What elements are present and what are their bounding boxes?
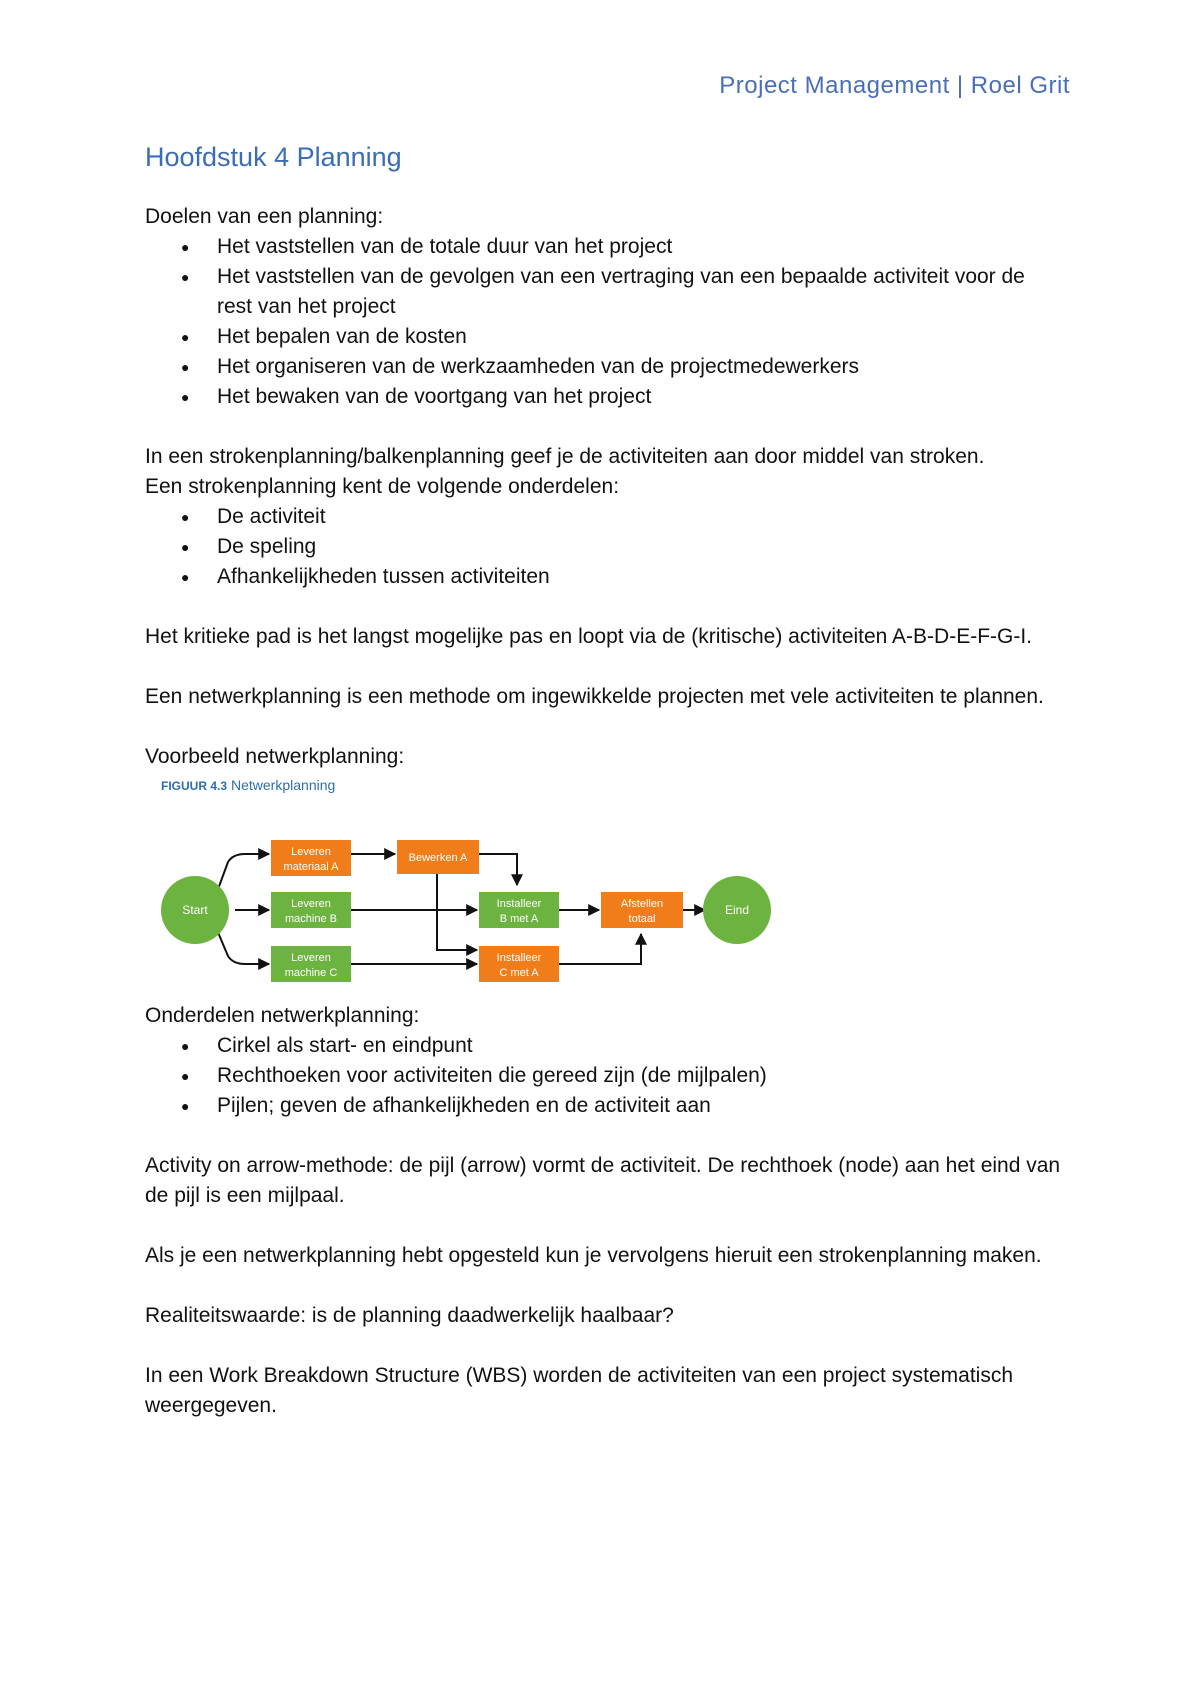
list-item: ● Cirkel als start- en eindpunt [217, 1031, 1065, 1061]
node-leveren-c-line2: machine C [284, 967, 338, 979]
end-label: Eind [724, 903, 750, 917]
parts-list [145, 1031, 1065, 1121]
node-installeer-b-line2: B met A [499, 913, 539, 925]
list-item: ● Het organiseren van de werkzaamheden van de projectmedewerkers [217, 352, 1065, 382]
list-item: ● Het bewaken van de voortgang van het project [217, 382, 1065, 412]
arrow-bewerken-installeer-b [479, 854, 517, 885]
wbs-paragraph: In een Work Breakdown Structure (WBS) worden de activiteiten van een project systematisch weergegeven. [145, 1364, 1014, 1417]
arrow-start-a [217, 854, 269, 892]
page-header: Project Management | Roel Grit [719, 72, 1070, 99]
goals-list [145, 232, 1065, 412]
goals-intro: Doelen van een planning: [145, 205, 384, 228]
document-body [145, 142, 1065, 1451]
list-item: ● Rechthoeken voor activiteiten die gereed zijn (de mijlpalen) [217, 1061, 1065, 1091]
list-item: ● De speling [217, 532, 1065, 562]
network-figure [145, 772, 1065, 991]
list-item: ● Het vaststellen van de totale duur van het project [217, 232, 1065, 262]
list-item: ● Afhankelijkheden tussen activiteiten [217, 562, 1065, 592]
node-leveren-a-line1: Leveren [291, 846, 331, 858]
arrow-installeer-c-afstellen [559, 934, 641, 964]
node-leveren-c-line1: Leveren [291, 952, 331, 964]
parts-intro: Onderdelen netwerkplanning: [145, 1004, 420, 1027]
node-leveren-b-line1: Leveren [291, 898, 331, 910]
start-label: Start [182, 903, 208, 917]
list-item: ● Pijlen; geven de afhankelijkheden en de activiteit aan [217, 1091, 1065, 1121]
aoa-paragraph: Activity on arrow-methode: de pijl (arrow) vormt de activiteit. De rechthoek (node) aan het eind van de pijl is een mijlpaal. [145, 1154, 1061, 1207]
node-leveren-a-line2: materiaal A [283, 861, 339, 873]
node-afstellen-line1: Afstellen [620, 898, 664, 910]
list-item: ● De activiteit [217, 502, 1065, 532]
convert-paragraph: Als je een netwerkplanning hebt opgesteld kun je vervolgens hieruit een strokenplanning maken. [145, 1244, 1042, 1267]
strokes-line-2: Een strokenplanning kent de volgende onderdelen: [145, 475, 620, 498]
figure-caption-number: FIGUUR 4.3 [161, 779, 228, 793]
node-installeer-c-line1: Installeer [496, 952, 542, 964]
reality-paragraph: Realiteitswaarde: is de planning daadwerkelijk haalbaar? [145, 1304, 674, 1327]
critical-path-paragraph: Het kritieke pad is het langst mogelijke pas en loopt via de (kritische) activiteiten A-B-D-E-F-G-I. [145, 625, 1033, 648]
strokes-line-1: In een strokenplanning/balkenplanning geef je de activiteiten aan door middel van stroken. [145, 445, 985, 468]
list-item: ● Het vaststellen van de gevolgen van een vertraging van een bepaalde activiteit voor de rest van het project [217, 262, 1065, 322]
node-afstellen-line2: totaal [628, 913, 656, 925]
node-bewerken-a-line1: Bewerken A [408, 852, 468, 864]
list-item: ● Het bepalen van de kosten [217, 322, 1065, 352]
arrow-start-c [217, 930, 269, 964]
strokes-list [145, 502, 1065, 592]
figure-caption-title: Netwerkplanning [231, 777, 336, 793]
node-installeer-c-line2: C met A [499, 967, 539, 979]
network-intro-paragraph: Een netwerkplanning is een methode om ingewikkelde projecten met vele activiteiten te plannen. [145, 685, 1044, 708]
node-installeer-b-line1: Installeer [496, 898, 542, 910]
example-label: Voorbeeld netwerkplanning: [145, 745, 405, 768]
network-diagram [145, 772, 825, 982]
node-leveren-b-line2: machine B [285, 913, 337, 925]
chapter-title: Hoofdstuk 4 Planning [145, 142, 402, 172]
